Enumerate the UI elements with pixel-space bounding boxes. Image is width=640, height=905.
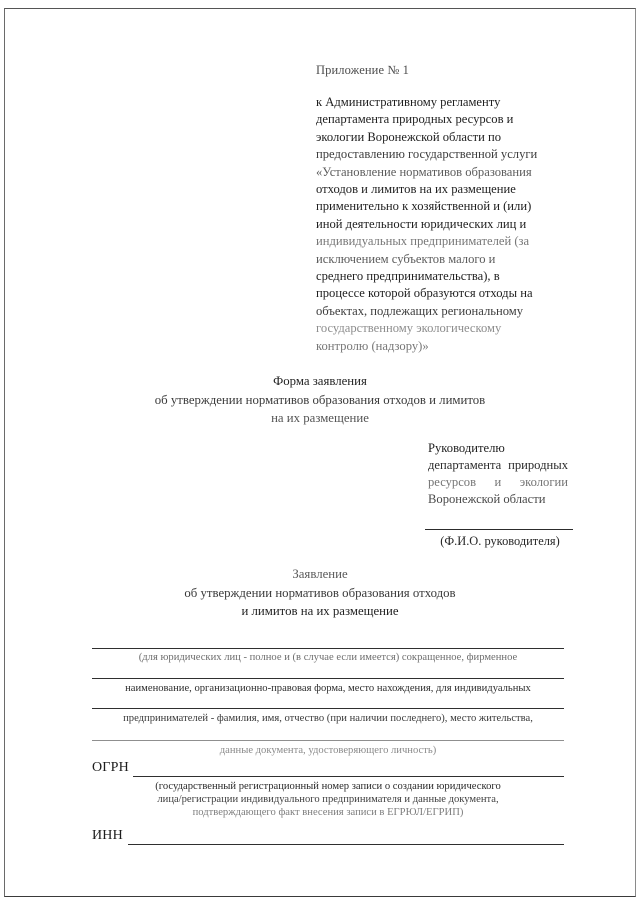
appendix-line-4: предоставлению государственной услуги [316,147,538,162]
applicant-caption-4: данные документа, удостоверяющего личность) [219,745,437,756]
applicant-name-rule-3[interactable] [92,708,564,709]
form-heading-line-1: Форма заявления [273,374,367,388]
appendix-line-1: к Административному регламенту [316,95,501,109]
ogrn-note-line-3: подтверждающего факт внесения записи в ЕГРЮЛ/ЕГРИП) [192,807,464,818]
inn-label: ИНН [92,828,123,843]
addressee-line-4: Воронежской области [428,492,546,506]
inn-input-rule[interactable] [128,844,564,845]
appendix-line-13: объектах, подлежащих региональному [316,303,524,318]
appendix-line-3: экологии Воронежской области по [316,129,502,144]
fio-signature-rule [425,529,573,530]
appendix-line-10: исключением субъектов малого и [316,251,496,266]
applicant-caption-3: предпринимателей - фамилия, имя, отчество (при наличии последнего), место жительства, [123,713,533,724]
applicant-name-rule-2[interactable] [92,678,564,679]
application-heading-line-1: Заявление [292,567,348,581]
appendix-line-11: среднего предпринимательства), в [316,269,500,284]
appendix-line-7: применительно к хозяйственной и (или) [316,199,532,214]
addressee-block [428,440,568,508]
applicant-name-rule-1[interactable] [92,648,564,649]
appendix-block [316,62,566,355]
appendix-line-9: индивидуальных предпринимателей (за [316,234,530,249]
ogrn-label: ОГРН [92,760,129,775]
appendix-body [316,94,566,355]
addressee-line-3: ресурсов и экологии [428,475,568,489]
form-heading-line-3: на их размещение [271,411,369,425]
ogrn-note-line-2: лица/регистрации индивидуального предпринимателя и данные документа, [157,794,499,805]
ogrn-note-line-1: (государственный регистрационный номер записи о создании юридического [155,781,501,792]
applicant-caption-1: (для юридических лиц - полное и (в случае если имеется) сокращенное, фирменное [138,652,518,663]
appendix-line-5: «Установление нормативов образования [316,164,532,179]
form-heading [70,372,570,428]
application-heading-line-2: об утверждении нормативов образования отходов [184,585,456,600]
appendix-line-6: отходов и лимитов на их размещение [316,182,516,197]
appendix-line-8: иной деятельности юридических лиц и [316,216,527,231]
addressee-line-2: департамента природных [428,458,568,472]
appendix-line-15: контролю (надзору)» [316,338,429,353]
fio-caption: (Ф.И.О. руководителя) [440,534,560,548]
appendix-line-2: департамента природных ресурсов и [316,112,514,127]
applicant-caption-2: наименование, организационно-правовая форма, место нахождения, для индивидуальных [125,683,531,694]
appendix-line-12: процессе которой образуются отходы на [316,286,533,301]
applicant-name-rule-4[interactable] [92,740,564,741]
application-heading-line-3: и лимитов на их размещение [241,604,399,618]
appendix-number: Приложение № 1 [316,63,409,77]
addressee-line-1: Руководителю [428,441,505,455]
application-heading [70,565,570,621]
form-heading-line-2: об утверждении нормативов образования отходов и лимитов [154,392,486,407]
appendix-line-14: государственному экологическому [316,321,502,336]
ogrn-input-rule[interactable] [133,776,564,777]
